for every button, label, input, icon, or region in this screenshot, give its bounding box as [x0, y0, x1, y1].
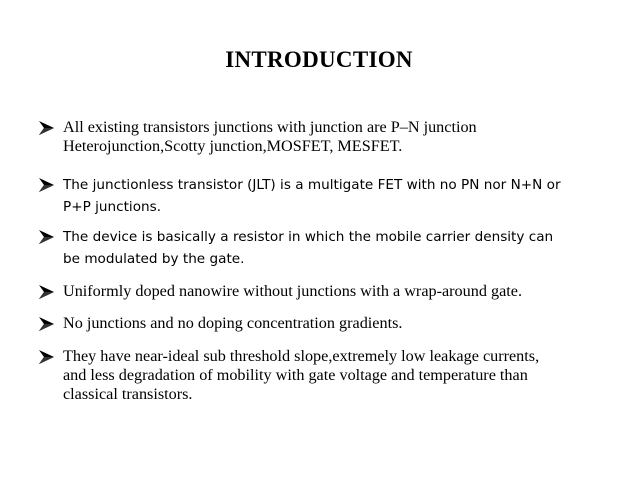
bullet-line: Uniformly doped nanowire without junctions with a wrap-around gate.: [63, 282, 522, 300]
bullet-text: [63, 282, 618, 301]
arrow-bullet-icon: [38, 316, 56, 332]
bullet-text: [63, 226, 618, 270]
bullet-line: No junctions and no doping concentration gradients.: [63, 314, 403, 332]
bullet-text: [63, 347, 618, 404]
bullet-line: The device is basically a resistor in which the mobile carrier density can: [63, 229, 554, 245]
slide-title: INTRODUCTION: [225, 47, 413, 72]
bullet-line: classical transistors.: [63, 385, 193, 403]
arrow-bullet-icon: [38, 177, 56, 193]
bullet-line: and less degradation of mobility with gate voltage and temperature than: [63, 366, 528, 384]
bullet-line: be modulated by the gate.: [63, 251, 245, 267]
arrow-bullet-icon: [38, 229, 56, 245]
bullet-text: [63, 174, 618, 218]
bullet-line: They have near-ideal sub threshold slope,extremely low leakage currents,: [63, 347, 540, 365]
bullet-line: The junctionless transistor (JLT) is a multigate FET with no PN nor N+N or: [63, 177, 561, 193]
bullet-line: Heterojunction,Scotty junction,MOSFET, MESFET.: [63, 137, 403, 155]
arrow-bullet-icon: [38, 120, 56, 136]
bullet-line: P+P junctions.: [63, 199, 162, 215]
bullet-line: All existing transistors junctions with junction are P–N junction: [63, 118, 477, 136]
arrow-bullet-icon: [38, 349, 56, 365]
bullet-text: [63, 314, 618, 333]
bullet-text: [63, 118, 618, 156]
arrow-bullet-icon: [38, 284, 56, 300]
